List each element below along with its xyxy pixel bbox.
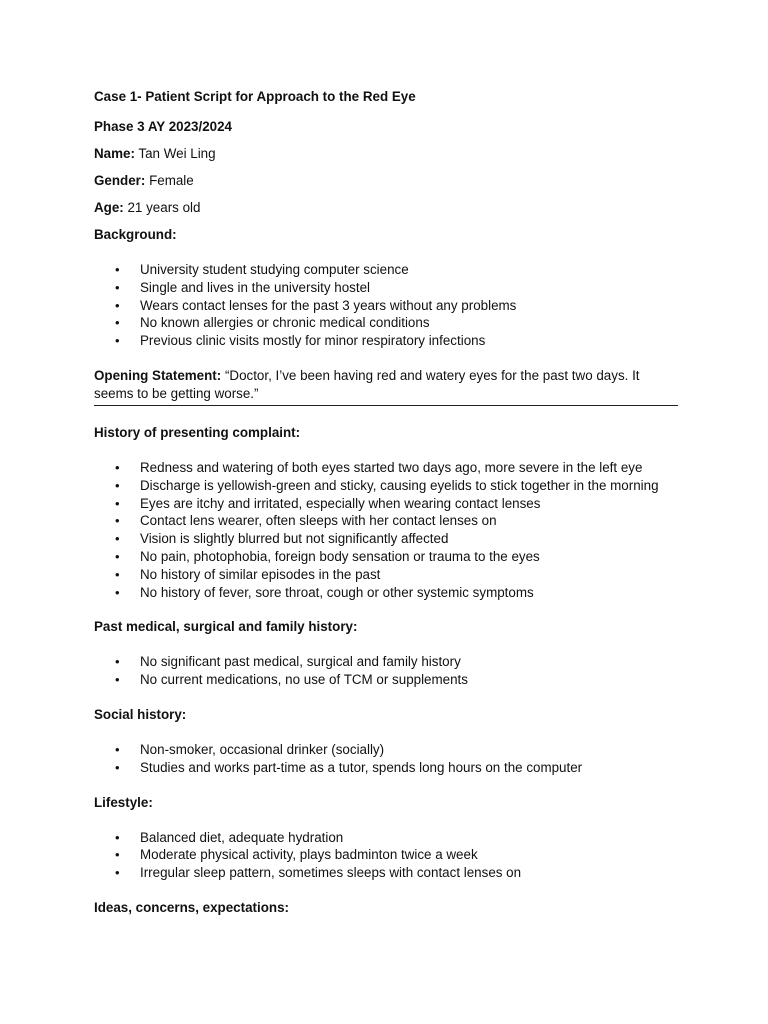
age-label: Age: <box>94 200 124 215</box>
list-item: • No known allergies or chronic medical conditions <box>94 314 678 332</box>
opening-label: Opening Statement: <box>94 367 222 383</box>
list-item: • Studies and works part-time as a tutor, spends long hours on the computer <box>94 759 678 777</box>
hpc-heading: History of presenting complaint: <box>94 424 301 440</box>
hpc-list <box>94 459 678 601</box>
lifestyle-heading: Lifestyle: <box>94 794 153 810</box>
phase-line: Phase 3 AY 2023/2024 <box>94 119 232 134</box>
document-body <box>94 88 678 934</box>
pmh-list <box>94 653 678 689</box>
pmh-heading: Past medical, surgical and family history: <box>94 619 358 635</box>
list-item: • Balanced diet, adequate hydration <box>94 829 678 847</box>
list-item: • Previous clinic visits mostly for minor respiratory infections <box>94 332 678 350</box>
list-item: • No pain, photophobia, foreign body sensation or trauma to the eyes <box>94 548 678 566</box>
list-item: • Eyes are itchy and irritated, especially when wearing contact lenses <box>94 495 678 513</box>
list-item: • Non-smoker, occasional drinker (socially) <box>94 741 678 759</box>
opening-text: “Doctor, I’ve been having red and watery eyes for the past two days. It seems to be getting worse.” <box>94 367 640 401</box>
list-item: • No history of similar episodes in the past <box>94 566 678 584</box>
gender-field <box>94 172 678 190</box>
list-item: • Moderate physical activity, plays badminton twice a week <box>94 846 678 864</box>
list-item: • No current medications, no use of TCM or supplements <box>94 671 678 689</box>
background-heading: Background: <box>94 227 177 242</box>
name-value: Tan Wei Ling <box>134 146 216 161</box>
opening-statement <box>94 367 678 406</box>
age-field <box>94 199 678 217</box>
lifestyle-list <box>94 829 678 882</box>
ice-heading: Ideas, concerns, expectations: <box>94 899 289 915</box>
name-field <box>94 145 678 163</box>
gender-label: Gender: <box>94 173 146 188</box>
document-title: Case 1- Patient Script for Approach to the Red Eye <box>94 89 416 104</box>
list-item: • Vision is slightly blurred but not significantly affected <box>94 530 678 548</box>
name-label: Name: <box>94 146 135 161</box>
list-item: • Irregular sleep pattern, sometimes sleeps with contact lenses on <box>94 864 678 882</box>
list-item: • No significant past medical, surgical and family history <box>94 653 678 671</box>
gender-value: Female <box>145 173 194 188</box>
list-item: • University student studying computer science <box>94 261 678 279</box>
list-item: • Contact lens wearer, often sleeps with her contact lenses on <box>94 512 678 530</box>
list-item: • Wears contact lenses for the past 3 years without any problems <box>94 297 678 315</box>
social-heading: Social history: <box>94 706 187 722</box>
social-list <box>94 741 678 777</box>
list-item: • Single and lives in the university hostel <box>94 279 678 297</box>
age-value: 21 years old <box>123 200 201 215</box>
list-item: • Redness and watering of both eyes started two days ago, more severe in the left eye <box>94 459 678 477</box>
background-list <box>94 261 678 350</box>
list-item: • Discharge is yellowish-green and sticky, causing eyelids to stick together in the morning <box>94 477 678 495</box>
list-item: • No history of fever, sore throat, cough or other systemic symptoms <box>94 584 678 602</box>
